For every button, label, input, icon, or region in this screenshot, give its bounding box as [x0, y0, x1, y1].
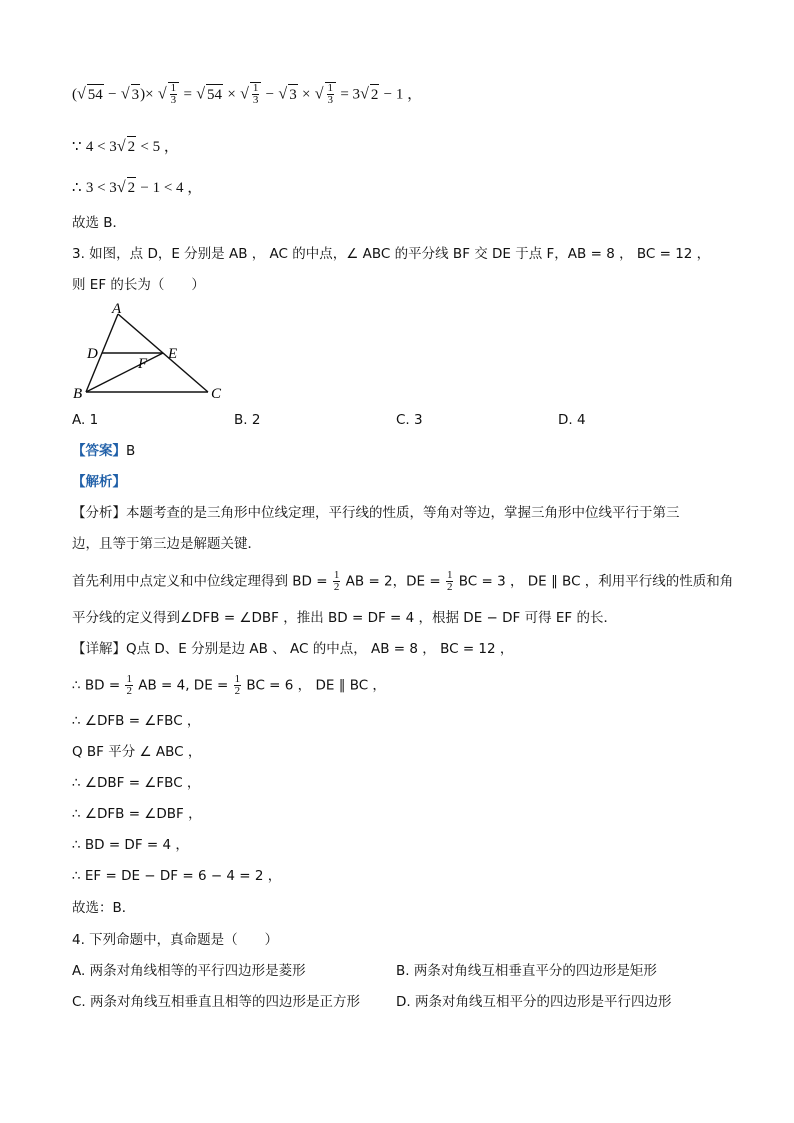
sqrt-sign: √ [240, 85, 249, 103]
times-sign: × [227, 86, 236, 103]
fraction-one-half [125, 674, 133, 697]
detail-line-2 [72, 674, 386, 697]
radicand-54: 54 [87, 84, 104, 105]
paren-close-times: )× [140, 86, 154, 103]
analysis-tag: 【解析】 [72, 474, 126, 490]
paren-open: ( [72, 86, 77, 103]
minus-sign: − [265, 86, 275, 103]
numerator: 1 [126, 673, 132, 685]
answer-tag: 【答案】 [72, 443, 126, 459]
plan-text-c: BC = 3 ， DE ∥ BC ，利用平行线的性质和角 [458, 573, 734, 590]
numerator: 1 [234, 673, 241, 685]
q4-option-d[interactable]: D. 两条对角线互相平分的四边形是平行四边形 [396, 994, 672, 1010]
q4-option-b[interactable]: B. 两条对角线互相垂直平分的四边形是矩形 [396, 963, 657, 979]
denominator: 2 [446, 581, 453, 593]
because-line [72, 136, 179, 157]
sqrt-sign: √ [77, 85, 86, 103]
detail-line-1 [72, 639, 513, 659]
radicand-2: 2 [127, 177, 137, 198]
q4-stem: 4. 下列命题中，真命题是（ ） [72, 932, 279, 948]
q3-option-d[interactable]: D. 4 [558, 412, 586, 428]
detail-tag: 【详解】 [72, 641, 126, 657]
label-f: F [138, 356, 148, 372]
plan-text-a: 首先利用中点定义和中位线定理得到 BD = [72, 573, 328, 590]
radicand-3: 3 [288, 84, 298, 105]
answer-value: B [126, 443, 136, 459]
answer-line [72, 441, 135, 461]
numerator: 1 [333, 569, 340, 581]
label-c: C [211, 386, 222, 402]
detail-line-6: ∴ ∠DFB = ∠DBF ， [72, 806, 202, 822]
numerator: 1 [170, 82, 177, 94]
denominator: 2 [234, 685, 241, 697]
sqrt-sign: √ [120, 85, 130, 103]
fraction-one-half [333, 570, 341, 593]
analysis-line [72, 472, 126, 492]
sqrt-sign: √ [196, 85, 206, 103]
numerator: 1 [327, 82, 334, 94]
therefore-symbol: ∴ [72, 180, 82, 196]
inequality-right: − 1 < 4 ， [140, 180, 203, 196]
sqrt-sign: √ [116, 138, 126, 155]
fraction-one-half [446, 570, 454, 593]
radicand-2: 2 [370, 84, 380, 105]
denominator: 2 [333, 581, 340, 593]
plan-text-b: AB = 2，DE = [345, 573, 441, 590]
sqrt-sign: √ [157, 85, 167, 103]
detail-line-9: 故选：B． [72, 900, 136, 916]
detail-line-4: Q BF 平分 ∠ ABC ， [72, 744, 202, 760]
plan-line-2: 平分线的定义得到∠DFB = ∠DBF ，推出 BD = DF = 4 ，根据 DE − DF 可得 EF 的长． [72, 610, 617, 626]
detail-line-7: ∴ BD = DF = 4 ， [72, 837, 189, 853]
radicand-3: 3 [131, 84, 141, 105]
q3-stem-line-2: 则 EF 的长为（ ） [72, 277, 205, 293]
plan-line-1 [72, 570, 733, 593]
inequality-left: 3 < 3 [85, 180, 117, 196]
therefore-line [72, 177, 202, 198]
detail-text-1: Q点 D、E 分别是边 AB 、 AC 的中点， AB = 8 ， BC = 12 ， [126, 641, 514, 657]
fenxi-line-2: 边，且等于第三边是解题关键． [72, 536, 261, 552]
label-e: E [168, 346, 178, 362]
q3-option-a[interactable]: A. 1 [72, 412, 99, 428]
detail-line-3: ∴ ∠DFB = ∠FBC ， [72, 713, 201, 729]
fraction-one-third [327, 83, 335, 106]
sqrt-sign: √ [278, 85, 288, 103]
select-b-line: 故选 B． [72, 215, 127, 231]
because-symbol: ∵ [72, 139, 82, 155]
minus-one: − 1 ， [383, 86, 423, 103]
detail-text-2c: BC = 6 ， DE ∥ BC ， [246, 677, 386, 694]
sqrt-sign: √ [116, 179, 126, 196]
denominator: 3 [170, 94, 177, 106]
denominator: 2 [126, 685, 132, 697]
numerator: 1 [252, 82, 259, 94]
fraction-one-third [170, 83, 178, 106]
q3-option-b[interactable]: B. 2 [234, 412, 261, 428]
minus-sign: − [108, 86, 117, 103]
times-sign: × [302, 86, 311, 103]
detail-line-8: ∴ EF = DE − DF = 6 − 4 = 2 ， [72, 868, 282, 884]
radicand-2: 2 [127, 136, 137, 157]
equals-three: = 3 [340, 86, 361, 103]
radicand-54: 54 [206, 84, 223, 105]
q3-stem-line-1: 3. 如图，点 D，E 分别是 AB ， AC 的中点，∠ ABC 的平分线 BF 交 DE 于点 F，AB = 8 ， BC = 12 ， [72, 246, 711, 262]
sqrt-sign: √ [360, 85, 369, 103]
detail-line-5: ∴ ∠DBF = ∠FBC ， [72, 775, 201, 791]
inequality-right: < 5 ， [140, 139, 179, 155]
label-a: A [112, 301, 122, 317]
inequality-left: 4 < 3 [85, 139, 117, 155]
denominator: 3 [252, 94, 259, 106]
denominator: 3 [327, 94, 334, 106]
fraction-one-third [252, 83, 260, 106]
fraction-one-half [234, 674, 242, 697]
fenxi-tag: 【分析】 [72, 505, 126, 521]
equation-line-1 [72, 82, 422, 106]
numerator: 1 [446, 569, 453, 581]
label-b: B [73, 386, 83, 402]
detail-text-2b: AB = 4, DE = [138, 677, 229, 694]
fenxi-text-1: 本题考查的是三角形中位线定理，平行线的性质，等角对等边，掌握三角形中位线平行于第三 [126, 505, 680, 521]
detail-text-2a: ∴ BD = [72, 677, 121, 694]
triangle-figure [72, 300, 242, 406]
sqrt-sign: √ [314, 85, 324, 103]
equals-sign: = [183, 86, 192, 103]
label-d: D [87, 346, 98, 362]
q4-option-c[interactable]: C. 两条对角线互相垂直且相等的四边形是正方形 [72, 994, 361, 1010]
q3-option-c[interactable]: C. 3 [396, 412, 423, 428]
fenxi-line-1 [72, 503, 680, 523]
q4-option-a[interactable]: A. 两条对角线相等的平行四边形是菱形 [72, 963, 306, 979]
